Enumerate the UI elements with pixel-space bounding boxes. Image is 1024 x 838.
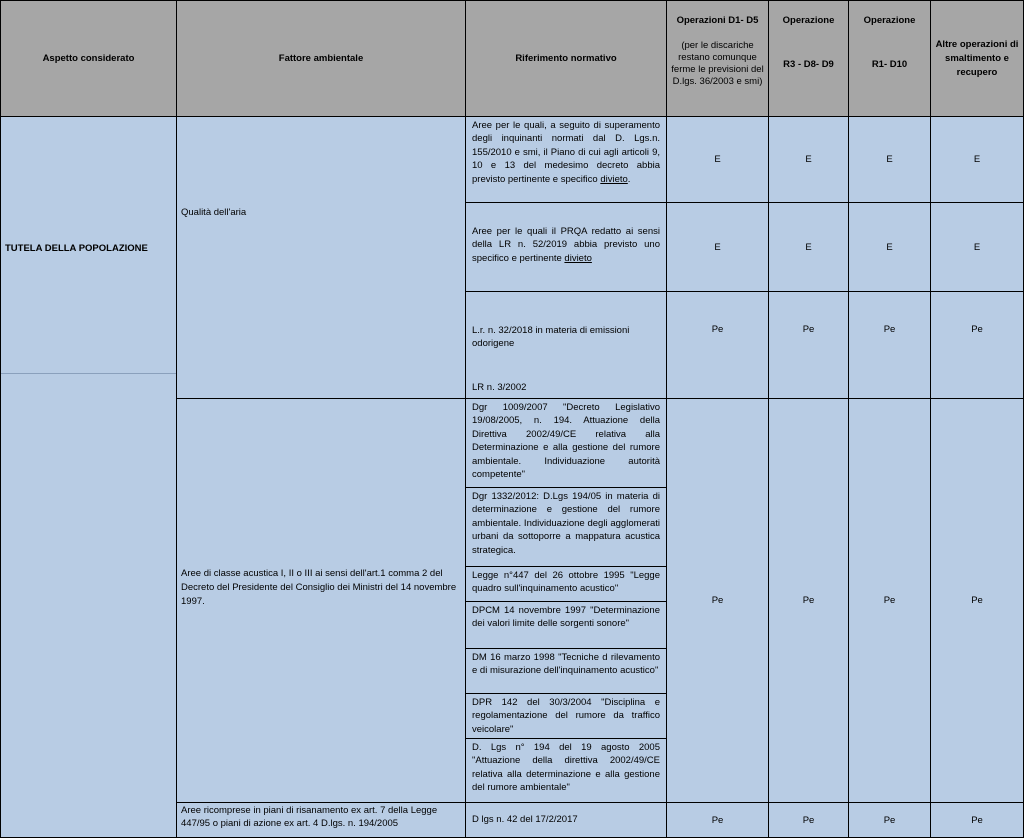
value-text: Pe (883, 814, 896, 826)
header-r1-title: Operazione (863, 15, 916, 26)
header-riferimento-label: Riferimento normativo (515, 53, 617, 64)
header-aspetto (0, 0, 177, 117)
value-text: E (973, 154, 981, 165)
ref-1-text: Aree per le quali, a seguito di superamento degli inquinanti normati dal D. Lgs.n. 155/2010 e smi, il Piano di cui agli articoli 9, 10 e 13 del medesimo decreto abbia previsto pertinente e specifico (472, 120, 660, 185)
header-r1-sub: R1- D10 (871, 59, 908, 70)
ref-8-text: DPCM 14 novembre 1997 "Determinazione dei valori limite delle sorgenti sonore" (472, 605, 660, 630)
header-aspetto-label: Aspetto considerato (42, 53, 135, 64)
ref-12-text: D lgs n. 42 del 17/2/2017 (472, 814, 578, 825)
value-text: Pe (802, 814, 815, 826)
ref-1-divieto: divieto (600, 173, 628, 185)
ref-cell-9 (465, 648, 667, 694)
value-cell (768, 202, 849, 292)
aspect-cell (0, 116, 177, 838)
factor-acustica-label: Aree di classe acustica I, II o III ai sensi dell'art.1 comma 2 del Decreto del Presidente del Consiglio dei Ministri del 14 novembre 1997. (181, 568, 457, 607)
value-cell (666, 398, 769, 803)
ref-4-text: LR n. 3/2002 (472, 382, 527, 393)
ref-5-text: Dgr 1009/2007 "Decreto Legislativo 19/08/2005, n. 194. Attuazione della Direttiva 2002/49/CE relativa alla Determinazione e alla gestione del rumore ambientale. Individuazione autorità competente" (472, 402, 660, 481)
value-cell (930, 398, 1024, 803)
factor-acustica-cell (176, 398, 466, 803)
factor-aria-label: Qualità dell'aria (181, 207, 247, 218)
ref-cell-6 (465, 487, 667, 567)
value-cell (848, 116, 931, 203)
value-text: Pe (971, 324, 983, 335)
ref-cell-12 (465, 802, 667, 838)
ref-10-text: DPR 142 del 30/3/2004 "Disciplina e regolamentazione del rumore da traffico veicolare" (472, 697, 660, 735)
value-text: E (973, 241, 981, 253)
ref-1-period: . (627, 173, 631, 185)
value-text: E (714, 241, 721, 253)
value-text: Pe (971, 595, 983, 606)
value-text: E (805, 241, 812, 253)
ref-2-divieto: divieto (564, 252, 592, 264)
value-cell (930, 202, 1024, 292)
factor-aria-cell (176, 116, 466, 399)
value-cell (768, 398, 849, 803)
value-text: E (886, 241, 893, 253)
header-altre-operazioni (930, 0, 1024, 117)
value-cell (666, 291, 769, 399)
value-cell (768, 116, 849, 203)
value-cell (930, 291, 1024, 399)
value-cell (848, 398, 931, 803)
aspect-divider (1, 373, 176, 374)
value-cell (848, 291, 931, 399)
header-r3-sub: R3 - D8- D9 (783, 59, 834, 70)
value-cell (666, 116, 769, 203)
header-operazioni-d1-d5 (666, 0, 769, 117)
header-operazione-r3 (768, 0, 849, 117)
factor-risanamento-label: Aree ricomprese in piani di risanamento ex art. 7 della Legge 447/95 o piani di azione ex art. 4 D.lgs. n. 194/2005 (181, 805, 438, 829)
ref-cell-10 (465, 693, 667, 739)
value-text: Pe (802, 595, 815, 606)
ref-cell-3 (465, 291, 667, 399)
ref-9-text: DM 16 marzo 1998 "Tecniche d rilevamento e di misurazione dell'inquinamento acustico" (472, 652, 660, 677)
value-cell (930, 802, 1024, 838)
value-text: E (805, 154, 812, 165)
ref-cell-8 (465, 601, 667, 649)
value-text: Pe (883, 324, 896, 335)
header-fattore-label: Fattore ambientale (278, 53, 364, 64)
ref-cell-1 (465, 116, 667, 203)
header-d1d5-note: (per le discariche restano comunque ferme le previsioni del D.lgs. 36/2003 e smi) (671, 40, 764, 87)
value-text: E (714, 154, 721, 165)
value-cell (930, 116, 1024, 203)
value-cell (848, 202, 931, 292)
ref-7-text: Legge n°447 del 26 ottobre 1995 "Legge quadro sull'inquinamento acustico" (472, 570, 660, 595)
value-text: Pe (711, 595, 724, 606)
ref-6-text: Dgr 1332/2012: D.Lgs 194/05 in materia di determinazione e gestione del rumore ambientale. Individuazione degli agglomerati urbani da sottoporre a mappatura acustica strategica. (472, 491, 660, 556)
value-text: Pe (711, 814, 724, 826)
value-text: Pe (883, 595, 896, 606)
header-altre-label: Altre operazioni di smaltimento e recupero (935, 38, 1019, 78)
header-operazione-r1 (848, 0, 931, 117)
ref-11-text: D. Lgs n° 194 del 19 agosto 2005 "Attuazione della direttiva 2002/49/CE relativa alla determinazione e alla gestione del rumore ambientale" (472, 742, 660, 794)
ref-2-text: Aree per le quali il PRQA redatto ai sensi della LR n. 52/2019 abbia previsto uno specifico e pertinente (472, 226, 660, 264)
value-cell (768, 802, 849, 838)
factor-risanamento-cell (176, 802, 466, 838)
value-cell (666, 802, 769, 838)
ref-cell-7 (465, 566, 667, 602)
ref-cell-11 (465, 738, 667, 803)
value-text: Pe (802, 324, 815, 335)
aspect-label: TUTELA DELLA POPOLAZIONE (5, 243, 148, 254)
header-fattore (176, 0, 466, 117)
value-text: Pe (711, 324, 724, 335)
value-cell (848, 802, 931, 838)
value-cell (768, 291, 849, 399)
value-cell (666, 202, 769, 292)
value-text: E (886, 154, 893, 165)
ref-3-text: L.r. n. 32/2018 in materia di emissioni odorigene (472, 325, 630, 350)
ref-cell-5 (465, 398, 667, 488)
ref-cell-2 (465, 202, 667, 292)
header-d1d5-title: Operazioni D1- D5 (676, 15, 759, 26)
value-text: Pe (971, 814, 983, 826)
header-riferimento (465, 0, 667, 117)
header-r3-title: Operazione (782, 15, 835, 26)
